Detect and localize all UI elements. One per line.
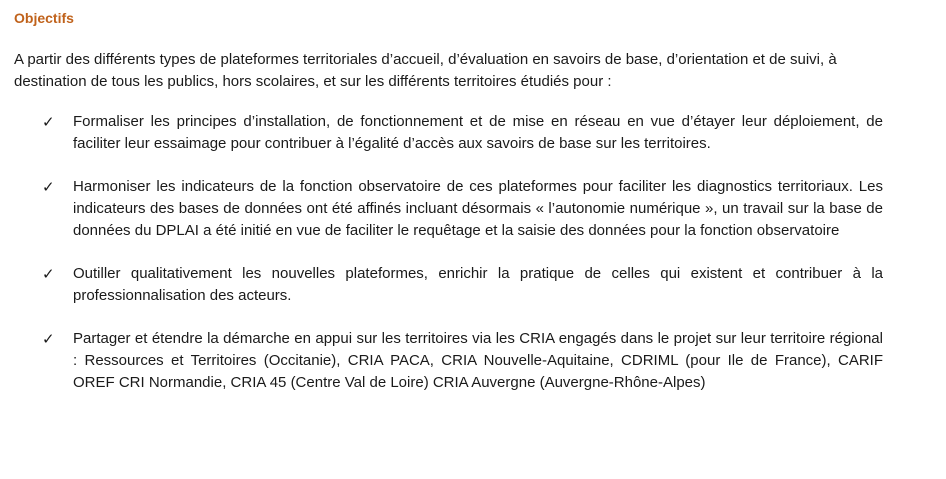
check-icon: ✓ [42, 265, 55, 283]
check-icon: ✓ [42, 113, 55, 131]
list-item-text: Partager et étendre la démarche en appui sur les territoires via les CRIA engagés dans le projet sur leur territoire régional : Ressources et Territoires (Occitanie), CRIA PACA, CRIA Nouvelle-Aquitaine, CDRIML (pour Ile de France), CARIF OREF CRI Normandie, CRIA 45 (Centre Val de Loire) CRIA Auvergne (Auvergne-Rhône-Alpes) [73, 330, 883, 391]
list-item-text: Outiller qualitativement les nouvelles plateformes, enrichir la pratique de celles qui existent et contribuer à la professionnalisation des acteurs. [73, 265, 883, 304]
list-item [14, 263, 883, 307]
list-item [14, 328, 883, 394]
check-icon: ✓ [42, 178, 55, 196]
list-item-text: Formaliser les principes d’installation, de fonctionnement et de mise en réseau en vue d’étayer leur déploiement, de faciliter leur essaimage pour contribuer à l’égalité d’accès aux savoirs de base sur les territoires. [73, 113, 883, 152]
objectives-list [14, 111, 946, 394]
section-title: Objectifs [14, 10, 74, 26]
list-item [14, 176, 883, 242]
intro-paragraph: A partir des différents types de plateformes territoriales d’accueil, d’évaluation en savoirs de base, d’orientation et de suivi, à destination de tous les publics, hors scolaires, et sur les différents territoires étudiés pour : [14, 51, 837, 90]
check-icon: ✓ [42, 330, 55, 348]
list-item [14, 111, 883, 155]
list-item-text: Harmoniser les indicateurs de la fonction observatoire de ces plateformes pour faciliter les diagnostics territoriaux. Les indicateurs des bases de données ont été affinés incluant désormais « l’autonomie numérique », un travail sur la base de données du DPLAI a été initié en vue de faciliter le requêtage et la saisie des données pour la fonction observatoire [73, 178, 883, 239]
